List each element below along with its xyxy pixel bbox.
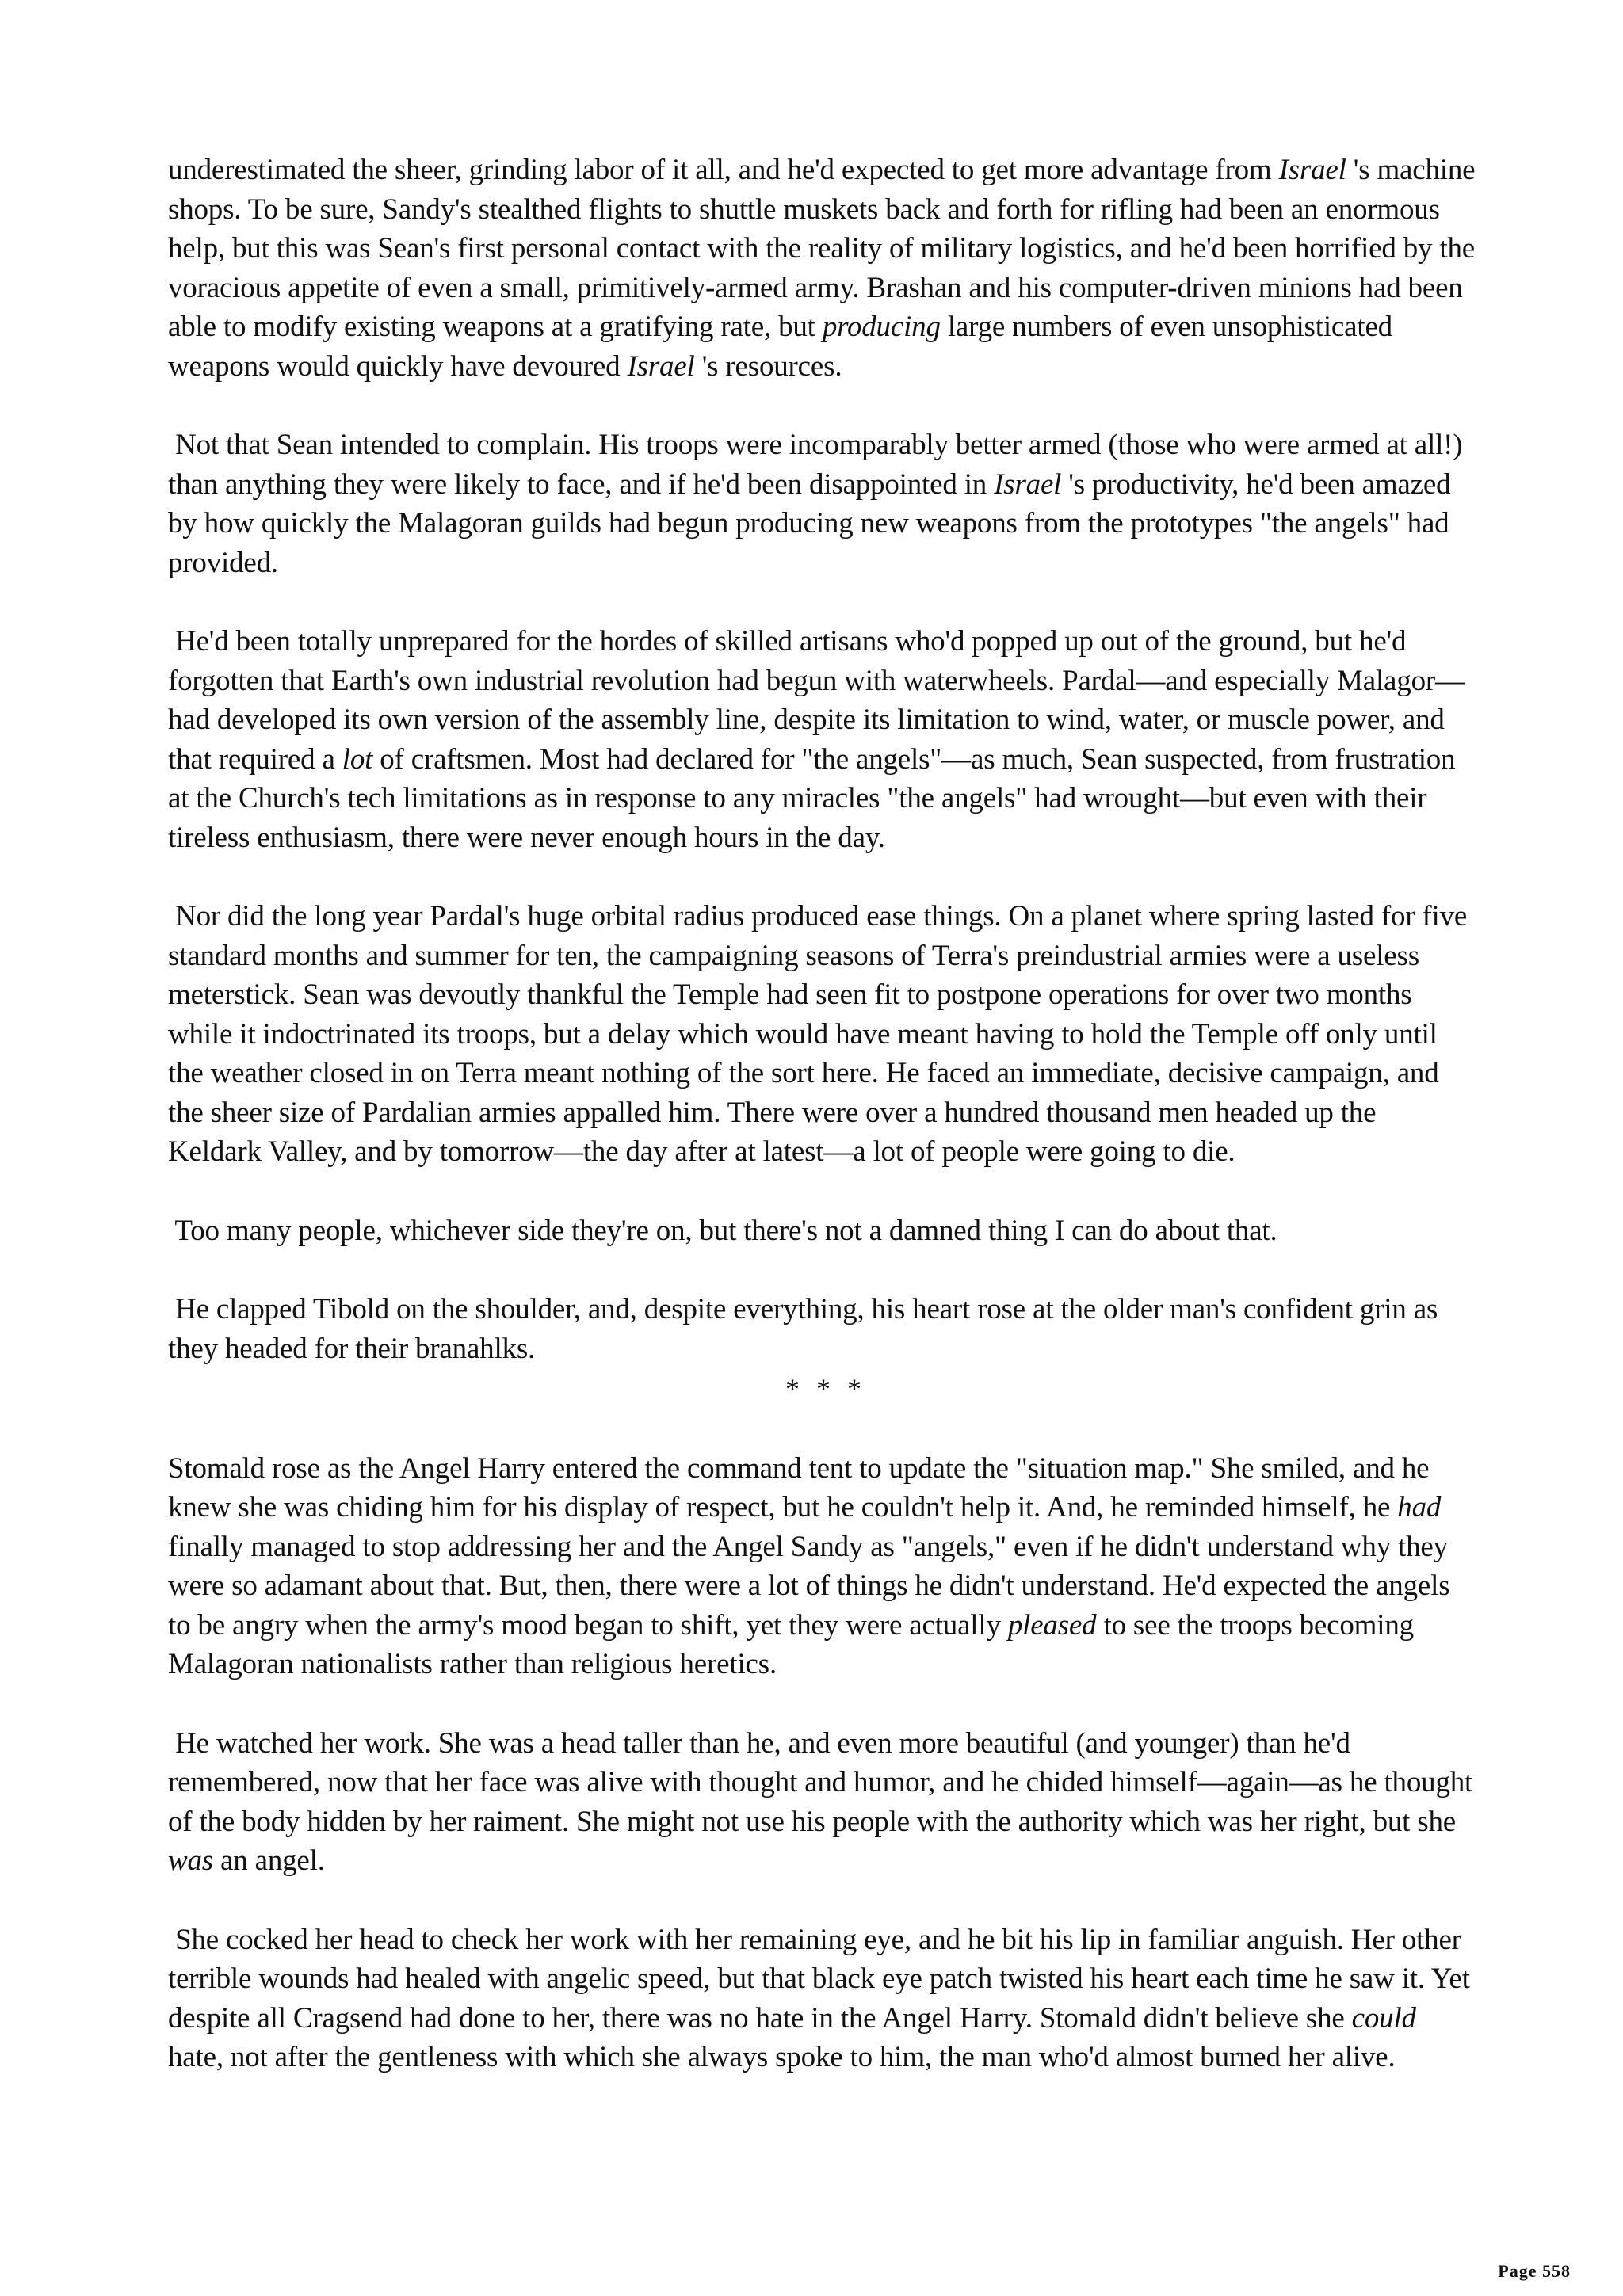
paragraph xyxy=(168,1290,1476,1368)
text-run: She cocked her head to check her work with her remaining eye, and he bit his lip in familiar anguish. Her other terrible wounds had healed with angelic speed, but that black eye patch twisted his heart each time he saw it. Yet despite all Cragsend had done to her, there was no hate in the Angel Harry. Stomald didn't believe she xyxy=(168,1923,1470,2035)
paragraph xyxy=(168,1449,1476,1684)
paragraph xyxy=(168,622,1476,857)
text-run: underestimated the sheer, grinding labor of it all, and he'd expected to get more advantage from xyxy=(168,154,1279,186)
italic-text: pleased xyxy=(1007,1608,1097,1642)
text-run: Stomald rose as the Angel Harry entered the command tent to update the "situation map." She smiled, and he knew she was chiding him for his display of respect, but he couldn't help it. And, he reminded himself, he xyxy=(168,1451,1430,1524)
paragraph xyxy=(168,897,1476,1172)
italic-text: was xyxy=(168,1844,213,1877)
italic-text: producing xyxy=(822,311,941,343)
text-run: Too many people, whichever side they're on, but there's not a damned thing I can do about that. xyxy=(174,1214,1277,1247)
italic-text: lot xyxy=(342,742,373,776)
text-section-after-break xyxy=(168,1449,1476,2077)
paragraph xyxy=(168,151,1476,386)
italic-text: Israel xyxy=(627,349,695,383)
scene-break: * * * xyxy=(785,1373,866,1405)
text-run: He clapped Tibold on the shoulder, and, despite everything, his heart rose at the older man's confident grin as they headed for their branahlks. xyxy=(168,1293,1438,1365)
text-run: Nor did the long year Pardal's huge orbital radius produced ease things. On a planet where spring lasted for five standard months and summer for ten, the campaigning seasons of Terra's preindustrial armies were a useless meterstick. Sean was devoutly thankful the Temple had seen fit to postpone operations for over two months while it indoctrinated its troops, but a delay which would have meant having to hold the Temple off only until the weather closed in on Terra meant nothing of the sort here. He faced an immediate, decisive campaign, and the sheer size of Pardalian armies appalled him. There were over a hundred thousand men headed up the Keldark Valley, and by tomorrow—the day after at latest—a lot of people were going to die. xyxy=(168,900,1468,1168)
italic-text: Israel xyxy=(994,467,1062,501)
page-number: Page 558 xyxy=(1498,2261,1571,2281)
text-run: to see the troops becoming Malagoran nationalists rather than religious heretics. xyxy=(168,1608,1414,1680)
text-run: large numbers of even unsophisticated weapons would quickly have devoured xyxy=(168,311,1392,383)
text-run: hate, not after the gentleness with which she always spoke to him, the man who'd almost burned her alive. xyxy=(168,2041,1396,2073)
paragraph xyxy=(168,1920,1476,2077)
paragraph xyxy=(168,425,1476,582)
text-run: He watched her work. She was a head taller than he, and even more beautiful (and younger) than he'd remembered, now that her face was alive with thought and humor, and he chided himself—again—as he thought of the body hidden by her raiment. She might not use his people with the authority which was her right, but she xyxy=(168,1726,1473,1838)
text-run: finally managed to stop addressing her and the Angel Sandy as "angels," even if he didn't understand why they were so adamant about that. But, then, there were a lot of things he didn't understand. He'd expected the angels to be angry when the army's mood began to shift, yet they were actually xyxy=(168,1530,1450,1642)
text-run: He'd been totally unprepared for the hordes of skilled artisans who'd popped up out of the ground, but he'd forgotten that Earth's own industrial revolution had begun with waterwheels. Pardal—and especially Malagor—had developed its own version of the assembly line, despite its limitation to wind, water, or muscle power, and that required a xyxy=(168,625,1465,776)
text-run: Not that Sean intended to complain. His troops were incomparably better armed (those who were armed at all!) than anything they were likely to face, and if he'd been disappointed in xyxy=(168,429,1463,501)
text-run: an angel. xyxy=(212,1844,325,1877)
text-run: 's resources. xyxy=(694,349,842,383)
italic-text: Israel xyxy=(1278,154,1346,186)
page-body xyxy=(168,151,1476,2117)
text-run: 's productivity, he'd been amazed by how quickly the Malagoran guilds had begun producing new weapons from the prototypes "the angels" had provided. xyxy=(168,467,1451,579)
text-run: of craftsmen. Most had declared for "the angels"—as much, Sean suspected, from frustration at the Church's tech limitations as in response to any miracles "the angels" had wrought—but even with their tireless enthusiasm, there were never enough hours in the day. xyxy=(168,742,1456,854)
paragraph xyxy=(168,1724,1476,1881)
italic-text: could xyxy=(1351,2001,1416,2035)
italic-text: had xyxy=(1397,1491,1442,1524)
paragraph xyxy=(168,1211,1476,1251)
text-run: 's machine shops. To be sure, Sandy's stealthed flights to shuttle muskets back and forth for rifling had been an enormous help, but this was Sean's first personal contact with the reality of military logistics, and he'd been horrified by the voracious appetite of even a small, primitively-armed army. Brashan and his computer-driven minions had been able to modify existing weapons at a gratifying rate, but xyxy=(168,154,1476,343)
text-section-before-break xyxy=(168,151,1476,1368)
